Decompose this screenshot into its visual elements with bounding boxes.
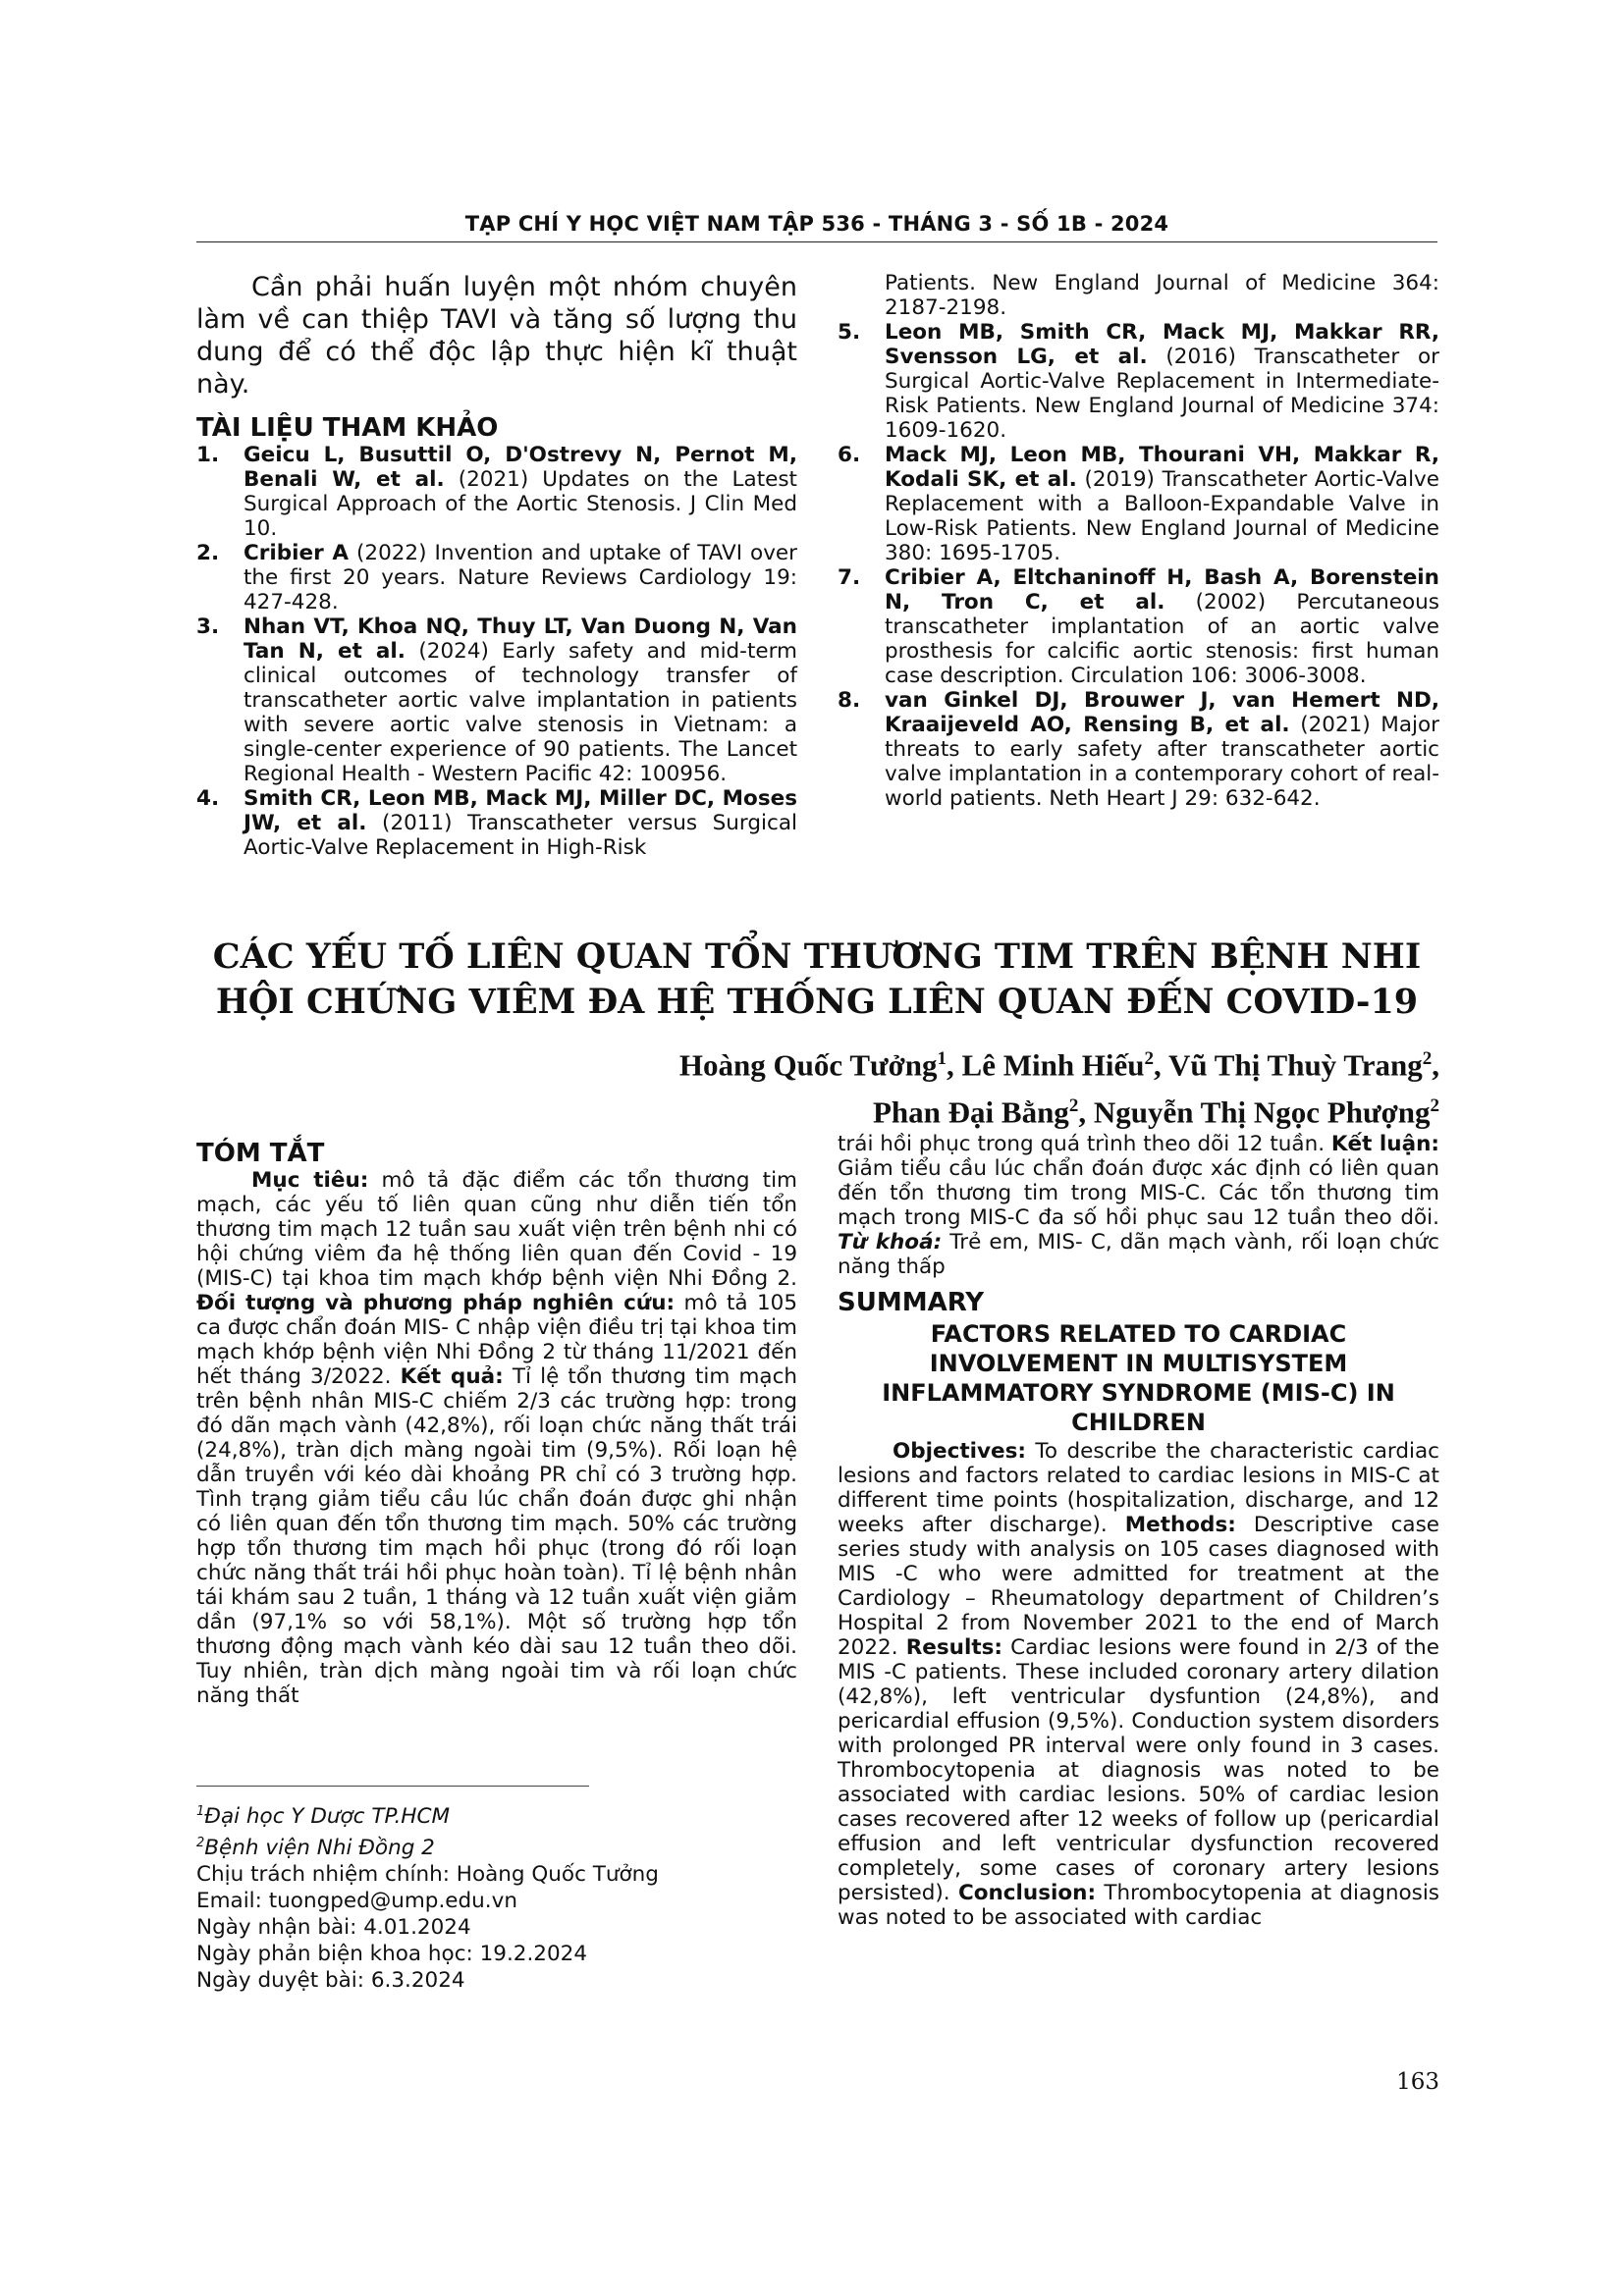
date-accepted: Ngày duyệt bài: 6.3.2024 <box>196 1968 465 1994</box>
author-name: Lê Minh Hiếu <box>961 1047 1145 1083</box>
author-name: Hoàng Quốc Tưởng <box>678 1047 938 1083</box>
author-name: Phan Đại Bằng <box>872 1095 1069 1130</box>
reference-continuation: Patients. New England Journal of Medicine 364: 2187-2198. <box>885 271 1439 320</box>
abstract-right-column <box>838 1132 1439 1930</box>
reference-item: 4. Smith CR, Leon MB, Mack MJ, Miller DC, Moses JW, et al. (2011) Transcatheter versus Surgical Aortic-Valve Replacement in High-Risk <box>196 786 797 860</box>
abstract-en-body: Objectives: To describe the characteristic cardiac lesions and factors related to cardiac lesions in MIS-C at different time points (hospitalization, discharge, and 12 weeks after discharge). Methods: Descriptive case series study with analysis on 105 cases diagnosed with MIS -C who were admitted for treatment at the Cardiology – Rheumatology department of Children’s Hospital 2 from November 2021 to the end of March 2022. Results: Cardiac lesions were found in 2/3 of the MIS -C patients. These included coronary artery dilation (42,8%), left ventricular dysfuntion (24,8%), and pericardial effusion (9,5%). Conduction system disorders with prolonged PR interval were only found in 3 cases. Thrombocytopenia at diagnosis was noted to be associated with cardiac lesions. 50% of cardiac lesion cases recovered after 12 weeks of follow up (pericardial effusion and left ventricular dysfunction recovered completely, some cases of coronary artery lesions persisted). Conclusion: Thrombocytopenia at diagnosis was noted to be associated with cardiac <box>838 1439 1440 1930</box>
abstract-vi-continuation: trái hồi phục trong quá trình theo dõi 12 tuần. Kết luận: Giảm tiểu cầu lúc chẩn đoán được xác định có liên quan đến tổn thương tim trong MIS-C. Các tổn thương tim mạch trong MIS-C đa số hồi phục sau 12 tuần theo dõi. Từ khoá: Trẻ em, MIS- C, dãn mạch vành, rối loạn chức năng thấp <box>838 1132 1440 1279</box>
keywords-label: Từ khoá: <box>838 1230 943 1255</box>
reference-item: 2. Cribier A (2022) Invention and uptake of TAVI over the first 20 years. Nature Reviews Cardiology 19: 427-428. <box>196 541 798 614</box>
top-left-column <box>196 271 797 860</box>
article-title-line2: HỘI CHỨNG VIÊM ĐA HỆ THỐNG LIÊN QUAN ĐẾN COVID-19 <box>215 982 1419 1022</box>
summary-title: FACTORS RELATED TO CARDIAC INVOLVEMENT IN MULTISYSTEM INFLAMMATORY SYNDROME (MIS-C) IN CHILDREN <box>882 1320 1395 1436</box>
reference-item: 7. Cribier A, Eltchaninoff H, Bash A, Borenstein N, Tron C, et al. (2002) Percutaneous transcatheter implantation of an aortic valve prosthesis for calcific aortic stenosis: first human case description. Circulation 106: 3006-3008. <box>838 565 1440 688</box>
author-name: Vũ Thị Thuỳ Trang <box>1167 1047 1423 1083</box>
article-title <box>196 934 1437 1025</box>
reference-item: 6. Mack MJ, Leon MB, Thourani VH, Makkar R, Kodali SK, et al. (2019) Transcatheter Aortic-Valve Replacement with a Balloon-Expandable Valve in Low-Risk Patients. New England Journal of Medicine 380: 1695-1705. <box>838 443 1439 565</box>
abstract-vi-column <box>196 1139 798 1708</box>
date-received: Ngày nhận bài: 4.01.2024 <box>196 1915 471 1941</box>
footnote-divider <box>196 1786 589 1787</box>
references-list-left <box>196 443 797 860</box>
reference-item: 8. van Ginkel DJ, Brouwer J, van Hemert ND, Kraaijeveld AO, Rensing B, et al. (2021) Major threats to early safety after transcatheter aortic valve implantation in a contemporary cohort of real-world patients. Neth Heart J 29: 632-642. <box>838 688 1439 811</box>
header-divider <box>196 241 1437 242</box>
reference-item: 3. Nhan VT, Khoa NQ, Thuy LT, Van Duong N, Van Tan N, et al. (2024) Early safety and mid-term clinical outcomes of technology transfer of transcatheter aortic valve implantation in patients with severe aortic valve stenosis in Vietnam: a single-center experience of 90 patients. The Lancet Regional Health - Western Pacific 42: 100956. <box>196 614 798 786</box>
keywords: Trẻ em, MIS- C, dãn mạch vành, rối loạn chức năng thấp <box>838 1230 1439 1279</box>
intro-paragraph: Cần phải huấn luyện một nhóm chuyên làm về can thiệp TAVI và tăng số lượng thu dung để có thể độc lập thực hiện kĩ thuật này. <box>196 272 797 400</box>
author-list <box>550 1039 1439 1134</box>
author-line2: Phan Đại Bằng$^2$, Nguyễn Thị Ngọc Phượng$^2$ <box>872 1095 1439 1130</box>
affiliation-2: $^2$Bệnh viện Nhi Đồng 2 <box>196 1836 435 1861</box>
author-line1: Hoàng Quốc Tưởng$^1$, Lê Minh Hiếu$^2$, Vũ Thị Thuỳ Trang$^2$, <box>678 1047 1439 1083</box>
summary-heading: SUMMARY <box>838 1288 985 1317</box>
footnotes <box>196 1798 797 1994</box>
author-name: Nguyễn Thị Ngọc Phượng <box>1093 1095 1431 1130</box>
reference-item: 5. Leon MB, Smith CR, Mack MJ, Makkar RR, Svensson LG, et al. (2016) Transcatheter or Surgical Aortic-Valve Replacement in Intermediate-Risk Patients. New England Journal of Medicine 374: 1609-1620. <box>838 320 1439 443</box>
affiliation-1: $^1$Đại học Y Dược TP.HCM <box>196 1804 451 1830</box>
journal-header: TẠP CHÍ Y HỌC VIỆT NAM TẬP 536 - THÁNG 3 - SỐ 1B - 2024 <box>464 212 1169 236</box>
corresponding-author: Chịu trách nhiệm chính: Hoàng Quốc Tưởng <box>196 1862 659 1888</box>
abstract-vi-body: Mục tiêu: mô tả đặc điểm các tổn thương tim mạch, các yếu tố liên quan cũng như diễn tiến tổn thương tim mạch 12 tuần sau xuất viện trên bệnh nhi có hội chứng viêm đa hệ thống liên quan đến Covid - 19 (MIS-C) tại khoa tim mạch khớp bệnh viện Nhi Đồng 2. Đối tượng và phương pháp nghiên cứu: mô tả 105 ca được chẩn đoán MIS- C nhập viện điều trị tại khoa tim mạch khớp bệnh viện Nhi Đồng 2 từ tháng 11/2021 đến hết tháng 3/2022. Kết quả: Tỉ lệ tổn thương tim mạch trên bệnh nhân MIS-C chiếm 2/3 các trường hợp: trong đó dãn mạch vành (42,8%), rối loạn chức năng thất trái (24,8%), tràn dịch màng ngoài tim (9,5%). Rối loạn hệ dẫn truyền với kéo dài khoảng PR chỉ có 3 trường hợp. Tình trạng giảm tiểu cầu lúc chẩn đoán được ghi nhận có liên quan đến tổn thương tim mạch. 50% các trường hợp tổn thương tim mạch hồi phục (trong đó rối loạn chức năng thất trái hồi phục hoàn toàn). Tỉ lệ bệnh nhân tái khám sau 2 tuần, 1 tháng và 12 tuần xuất viện giảm dần (97,1% so với 58,1%). Một số trường hợp tổn thương động mạch vành kéo dài sau 12 tuần theo dõi. Tuy nhiên, tràn dịch màng ngoài tim và rối loạn chức năng thất <box>196 1168 798 1708</box>
top-right-column <box>838 271 1439 811</box>
reference-item: 1. Geicu L, Busuttil O, D'Ostrevy N, Pernot M, Benali W, et al. (2021) Updates on the Latest Surgical Approach of the Aortic Stenosis. J Clin Med 10. <box>196 443 797 541</box>
article-title-line1: CÁC YẾU TỐ LIÊN QUAN TỔN THƯƠNG TIM TRÊN BỆNH NHI <box>212 936 1422 977</box>
contact-email: Email: tuongped@ump.edu.vn <box>196 1889 517 1914</box>
abstract-vi-heading: TÓM TẮT <box>196 1139 325 1168</box>
references-list-right <box>838 271 1439 811</box>
date-reviewed: Ngày phản biện khoa học: 19.2.2024 <box>196 1942 588 1967</box>
references-heading: TÀI LIỆU THAM KHẢO <box>196 413 499 443</box>
page-number: 163 <box>1396 2069 1439 2095</box>
